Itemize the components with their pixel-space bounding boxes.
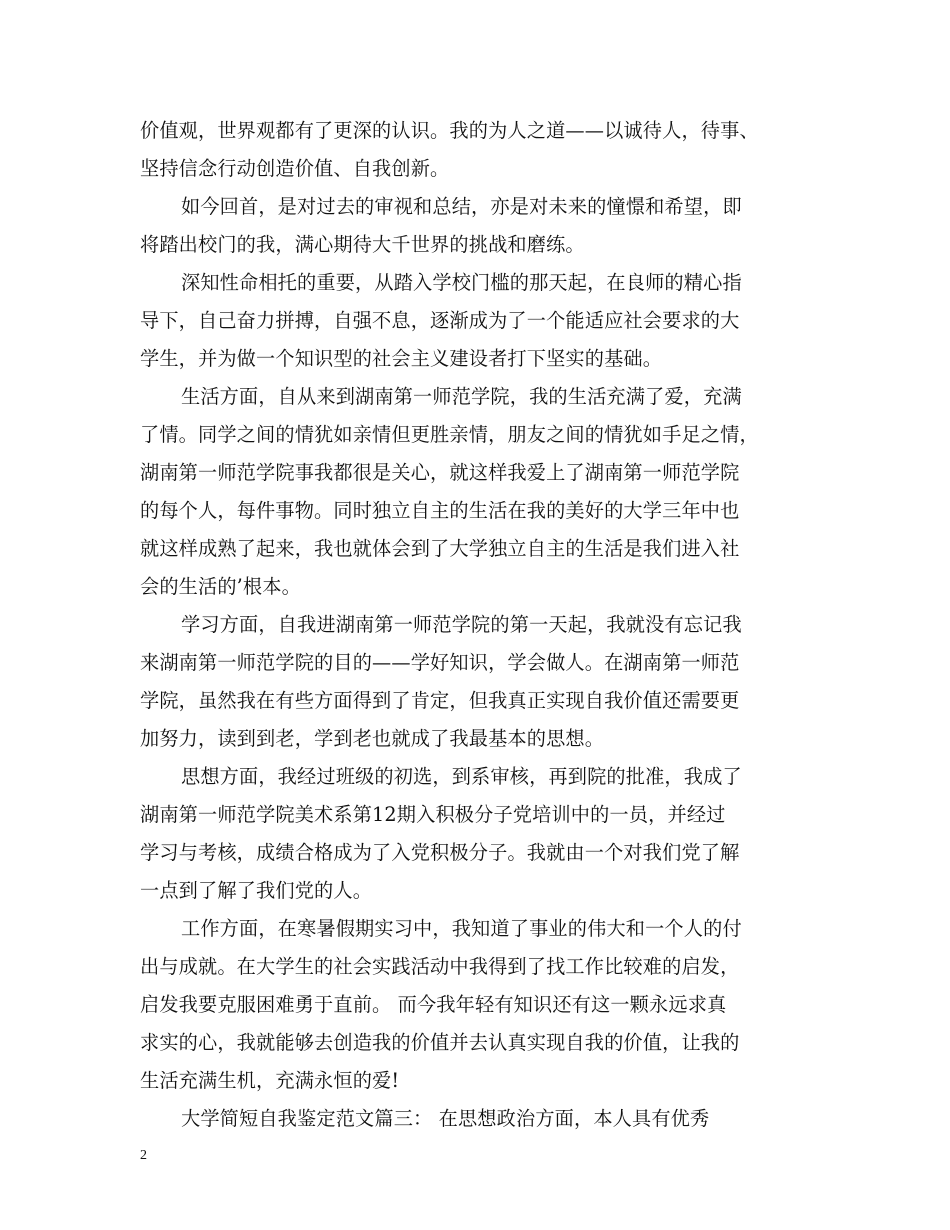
text-line: 来湖南第一师范学院的目的——学好知识，学会做人。在湖南第一师范 <box>140 651 740 674</box>
text-line: 就这样成熟了起来，我也就体会到了大学独立自主的生活是我们进入社 <box>140 537 740 560</box>
text-line: 启发我要克服困难勇于直前。 而今我年轻有知识还有这一颗永远求真 <box>140 993 727 1016</box>
text-line: 一点到了解了我们党的人。 <box>140 879 373 902</box>
text-line: 的每个人，每件事物。同时独立自主的生活在我的美好的大学三年中也 <box>140 499 740 522</box>
text-line: 学习与考核，成绩合格成为了入党积极分子。我就由一个对我们党了解 <box>140 841 740 864</box>
paragraph-start-line: 如今回首，是对过去的审视和总结，亦是对未来的憧憬和希望，即 <box>181 195 742 218</box>
text-line: 加努力，读到到老，学到老也就成了我最基本的思想。 <box>140 727 605 750</box>
text-line: 会的生活的’根本。 <box>140 575 301 598</box>
page-number: 2 <box>140 1148 147 1163</box>
text-line: 湖南第一师范学院美术系第12期入积极分子党培训中的一员，并经过 <box>140 803 726 826</box>
paragraph-start-line: 工作方面，在寒暑假期实习中，我知道了事业的伟大和一个人的付 <box>181 917 742 940</box>
paragraph-start-line: 深知性命相托的重要，从踏入学校门槛的那天起，在良师的精心指 <box>181 271 742 294</box>
paragraph-start-line: 思想方面，我经过班级的初选，到系审核，再到院的批准，我成了 <box>181 765 742 788</box>
paragraph-start-line: 学习方面，自我进湖南第一师范学院的第一天起，我就没有忘记我 <box>181 613 742 636</box>
paragraph-start-line: 生活方面，自从来到湖南第一师范学院，我的生活充满了爱，充满 <box>181 385 742 408</box>
document-body <box>140 112 820 1138</box>
text-line: 了情。同学之间的情犹如亲情但更胜亲情，朋友之间的情犹如手足之情， <box>140 423 759 446</box>
text-line: 导下，自己奋力拼搏，自强不息，逐渐成为了一个能适应社会要求的大 <box>140 309 740 332</box>
text-line: 生活充满生机，充满永恒的爱! <box>140 1069 400 1092</box>
text-line: 出与成就。在大学生的社会实践活动中我得到了找工作比较难的启发， <box>140 955 740 978</box>
paragraph-start-line: 大学简短自我鉴定范文篇三： 在思想政治方面，本人具有优秀 <box>181 1107 710 1130</box>
text-line: 求实的心，我就能够去创造我的价值并去认真实现自我的价值，让我的 <box>140 1031 740 1054</box>
text-line: 学生，并为做一个知识型的社会主义建设者打下坚实的基础。 <box>140 347 663 370</box>
text-line: 将踏出校门的我，满心期待大千世界的挑战和磨练。 <box>140 233 585 256</box>
text-line: 湖南第一师范学院事我都很是关心，就这样我爱上了湖南第一师范学院 <box>140 461 740 484</box>
text-line: 坚持信念行动创造价值、自我创新。 <box>140 157 450 180</box>
text-line: 价值观，世界观都有了更深的认识。我的为人之道——以诚待人，待事、 <box>140 119 759 142</box>
text-line: 学院，虽然我在有些方面得到了肯定，但我真正实现自我价值还需要更 <box>140 689 740 712</box>
